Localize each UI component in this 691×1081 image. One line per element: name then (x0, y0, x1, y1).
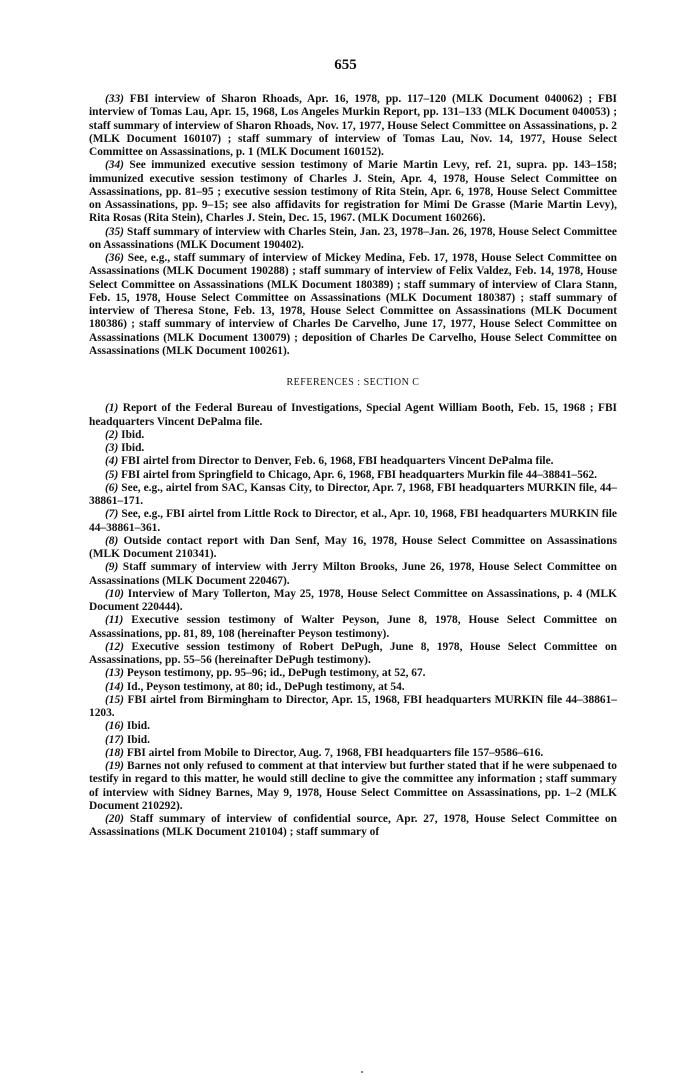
reference-text: Id., Peyson testimony, at 80; id., DePugh testimony, at 54. (123, 680, 405, 693)
reference-text: FBI airtel from Birmingham to Director, Apr. 15, 1968, FBI headquarters MURKIN file 44–38861–1203. (89, 693, 617, 719)
reference-note (89, 508, 617, 535)
reference-number: (6) (105, 481, 119, 494)
reference-number: (10) (105, 587, 124, 600)
reference-note (89, 760, 617, 813)
reference-number: (33) (105, 93, 124, 105)
reference-note (89, 747, 617, 760)
reference-number: (17) (105, 733, 124, 746)
reference-note (89, 226, 617, 253)
reference-number: (3) (105, 442, 119, 454)
reference-note (89, 681, 617, 694)
reference-number: (9) (105, 561, 119, 574)
reference-text: Executive session testimony of Robert DePugh, June 8, 1978, House Select Committee on Assassinations, pp. 55–56 (hereinafter DePugh testimony). (89, 640, 617, 666)
reference-note (89, 614, 617, 641)
reference-note (89, 535, 617, 562)
section-heading: REFERENCES : SECTION C (286, 377, 420, 388)
reference-number: (5) (105, 468, 119, 481)
reference-number: (36) (105, 252, 124, 264)
reference-note (89, 561, 617, 588)
reference-note (89, 588, 617, 615)
reference-note (89, 482, 617, 509)
reference-number: (4) (105, 455, 119, 468)
reference-note (89, 429, 617, 442)
reference-note (89, 93, 617, 159)
reference-number: (14) (105, 680, 124, 693)
reference-note (89, 252, 617, 358)
reference-number: (7) (105, 508, 119, 521)
reference-number: (16) (105, 720, 124, 733)
reference-text: Staff summary of interview with Charles Stein, Jan. 23, 1978–Jan. 26, 1978, House Select Committee on Assassinations (MLK Document 190402). (89, 225, 617, 251)
reference-number: (2) (105, 428, 119, 441)
reference-text: Interview of Mary Tollerton, May 25, 1978, House Select Committee on Assassinations, p. 4 (MLK Document 220444). (89, 587, 617, 613)
reference-text: FBI airtel from Mobile to Director, Aug. 7, 1968, FBI headquarters file 157–9586–616. (123, 746, 544, 759)
print-mark (361, 1071, 363, 1073)
reference-text: Peyson testimony, pp. 95–96; id., DePugh testimony, at 52, 67. (123, 667, 426, 680)
reference-text: FBI interview of Sharon Rhoads, Apr. 16, 1978, pp. 117–120 (MLK Document 040062) ; FBI interview of Tomas Lau, Apr. 15, 1968, Los Angeles Murkin Report, pp. 131–133 (MLK Document 040053) ; staff summary of interview of Sharon Rhoads, Nov. 17, 1977, House Select Committee on Assassinations, p. 2 (MLK Document 160107) ; staff summary of interview of Tomas Lau, Nov. 14, 1977, House Select Committee on Assassinations, p. 1 (MLK Document 160152). (89, 93, 617, 158)
reference-number: (35) (105, 225, 124, 238)
reference-text: FBI airtel from Springfield to Chicago, Apr. 6, 1968, FBI headquarters Murkin file 44–38841–562. (118, 468, 598, 481)
reference-note (89, 720, 617, 733)
reference-text: See, e.g., staff summary of interview of Mickey Medina, Feb. 17, 1978, House Select Committee on Assassinations (MLK Document 190288) ; staff summary of interview of Felix Valdez, Feb. 14, 1978, House Select Committee on Assassinations (MLK Document 180389) ; staff summary of interview of Clara Stann, Feb. 15, 1978, House Select Committee on Assassinations (MLK Document 180387) ; staff summary of interview of Theresa Stone, Feb. 13, 1978, House Select Committee on Assassinations (MLK Document 180386) ; staff summary of interview of Charles De Carvelho, June 17, 1977, House Select Committee on Assassinations (MLK Document 130079) ; deposition of Charles De Carvelho, House Select Committee on Assassinations (MLK Document 100261). (89, 252, 617, 357)
page-number: 655 (334, 57, 357, 73)
reference-note (89, 442, 617, 455)
reference-text: Staff summary of interview with Jerry Milton Brooks, June 26, 1978, House Select Committee on Assassinations (MLK Document 220467). (89, 561, 617, 587)
reference-number: (20) (105, 813, 124, 825)
reference-note (89, 469, 617, 482)
notes-top (89, 93, 617, 358)
reference-text: Staff summary of interview of confidential source, Apr. 27, 1978, House Select Committee on Assassinations (MLK Document 210104) ; staff summary of (89, 813, 617, 839)
reference-text: See, e.g., FBI airtel from Little Rock to Director, et al., Apr. 10, 1968, FBI headquarters MURKIN file 44–38861–361. (89, 508, 617, 534)
reference-note (89, 813, 617, 840)
reference-text: Executive session testimony of Walter Peyson, June 8, 1978, House Select Committee on Assassinations, pp. 81, 89, 108 (hereinafter Peyson testimony). (89, 614, 617, 640)
reference-text: See, e.g., airtel from SAC, Kansas City, to Director, Apr. 7, 1968, FBI headquarters MURKIN file, 44–38861–171. (89, 481, 617, 507)
reference-text: Outside contact report with Dan Senf, May 16, 1978, House Select Committee on Assassinations (MLK Document 210341). (89, 534, 617, 560)
page-body (89, 93, 617, 840)
reference-note (89, 159, 617, 225)
notes-bottom (89, 402, 617, 839)
reference-number: (34) (105, 159, 124, 172)
reference-note (89, 667, 617, 680)
reference-number: (11) (105, 614, 124, 627)
reference-number: (18) (105, 746, 124, 759)
reference-text: Ibid. (118, 428, 145, 441)
reference-number: (19) (105, 760, 124, 772)
reference-note (89, 734, 617, 747)
reference-number: (13) (105, 667, 124, 680)
reference-note (89, 641, 617, 668)
reference-text: Barnes not only refused to comment at that interview but further stated that if he were subpenaed to testify in regard to this matter, he would still decline to give the committee any information ; staff summary of interview with Sidney Barnes, May 9, 1978, House Select Committee on Assassinations, pp. 1–2 (MLK Document 210292). (89, 760, 617, 812)
reference-number: (15) (105, 693, 124, 706)
reference-text: Ibid. (123, 733, 150, 746)
reference-text: Ibid. (118, 442, 145, 454)
reference-text: Ibid. (123, 720, 150, 733)
reference-number: (1) (105, 402, 119, 415)
reference-text: FBI airtel from Director to Denver, Feb. 6, 1968, FBI headquarters Vincent DePalma file. (118, 455, 554, 468)
reference-note (89, 694, 617, 721)
reference-note (89, 455, 617, 468)
reference-note (89, 402, 617, 429)
reference-text: See immunized executive session testimony of Marie Martin Levy, ref. 21, supra. pp. 143–158; immunized executive session testimony of Charles J. Stein, Apr. 4, 1978, House Select Committee on Assassinations, pp. 81–95 ; executive session testimony of Rita Stein, Apr. 6, 1978, House Select Committee on Assassinations, pp. 9–15; see also affidavits for registration for Mimi De Grasse (Marie Martin Levy), Rita Rosas (Rita Stein), Charles J. Stein, Dec. 15, 1967. (MLK Document 160266). (89, 159, 617, 225)
reference-text: Report of the Federal Bureau of Investigations, Special Agent William Booth, Feb. 15, 1968 ; FBI headquarters Vincent DePalma file. (89, 402, 617, 428)
reference-number: (8) (105, 534, 119, 547)
reference-number: (12) (105, 640, 124, 653)
